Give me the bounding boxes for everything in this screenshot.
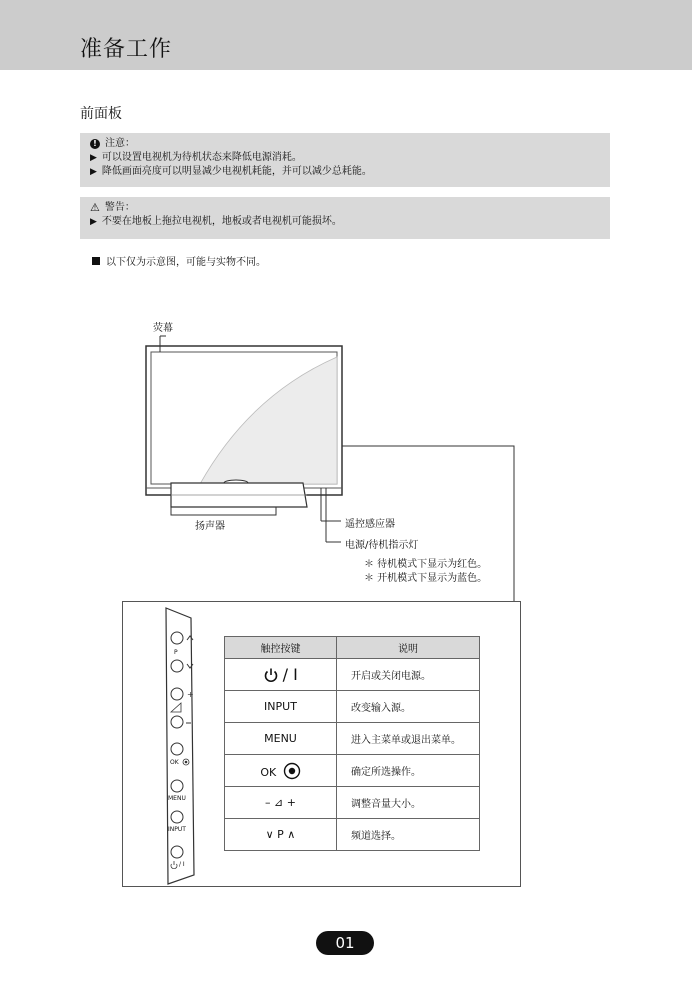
desc-cell: 开启或关闭电源。 (337, 659, 480, 691)
alert-icon: ! (90, 139, 100, 149)
bullet-triangle-icon: ▶ (90, 217, 97, 227)
table-row (225, 787, 480, 819)
desc-cell: 确定所选操作。 (337, 755, 480, 787)
key-cell: ∨ P ∧ (225, 819, 337, 851)
channel-up-button[interactable] (171, 632, 183, 644)
power-label: / I (179, 861, 185, 868)
desc-cell: 调整音量大小。 (337, 787, 480, 819)
table-row (225, 659, 480, 691)
volume-up-button[interactable] (171, 688, 183, 700)
page-title: 准备工作 (80, 37, 173, 62)
speaker-label: 扬声器 (195, 521, 225, 532)
ok-button[interactable] (171, 743, 183, 755)
key-cell: MENU (225, 723, 337, 755)
standby-color-note: ＊ 待机模式下显示为红色。 (364, 559, 488, 570)
key-cell: OK (225, 755, 337, 787)
page-number: 01 (316, 931, 374, 955)
channel-down-button[interactable] (171, 660, 183, 672)
key-cell: INPUT (225, 691, 337, 723)
bullet-triangle-icon: ▶ (90, 153, 97, 163)
desc-cell: 进入主菜单或退出菜单。 (337, 723, 480, 755)
warning-item: ▶ 不要在地板上拖拉电视机，地板或者电视机可能损坏。 (90, 216, 342, 227)
table-row (225, 755, 480, 787)
section-title: 前面板 (80, 106, 122, 122)
remote-sensor-label: 遥控感应器 (345, 519, 395, 530)
menu-button[interactable] (171, 780, 183, 792)
menu-label: MENU (168, 795, 186, 802)
disclaimer: 以下仅为示意图，可能与实物不同。 (92, 253, 266, 268)
power-icon (263, 667, 279, 683)
ok-label: OK (170, 759, 179, 766)
warning-icon: ⚠ (90, 201, 100, 214)
table-header-row (225, 637, 480, 659)
plus-icon: + (187, 690, 194, 699)
p-label: P (174, 649, 178, 656)
on-color-note: ＊ 开机模式下显示为蓝色。 (364, 573, 488, 584)
table-header: 触控按键 (225, 637, 337, 659)
ok-dot-inner (185, 761, 188, 764)
screen-label: 荧幕 (153, 323, 173, 334)
note-heading: ! 注意： (90, 137, 600, 151)
table-row (225, 819, 480, 851)
warning-heading: ⚠ 警告： (90, 201, 135, 214)
volume-down-button[interactable] (171, 716, 183, 728)
keys-table (224, 636, 480, 851)
input-button[interactable] (171, 811, 183, 823)
key-cell: – ⊿ + (225, 787, 337, 819)
note-item: ▶ 可以设置电视机为待机状态来降低电源消耗。 (90, 152, 302, 163)
desc-cell: 频道选择。 (337, 819, 480, 851)
bullet-triangle-icon: ▶ (90, 167, 97, 177)
table-row (225, 691, 480, 723)
desc-cell: 改变输入源。 (337, 691, 480, 723)
table-header: 说明 (337, 637, 480, 659)
ok-dot-icon (283, 762, 301, 780)
key-cell: / I (225, 659, 337, 691)
note-item: ▶ 降低画面亮度可以明显减少电视机耗能，并可以减少总耗能。 (90, 166, 372, 177)
power-button[interactable] (171, 846, 183, 858)
input-label: INPUT (168, 826, 186, 833)
table-row (225, 723, 480, 755)
power-indicator-label: 电源/待机指示灯 (345, 540, 419, 551)
